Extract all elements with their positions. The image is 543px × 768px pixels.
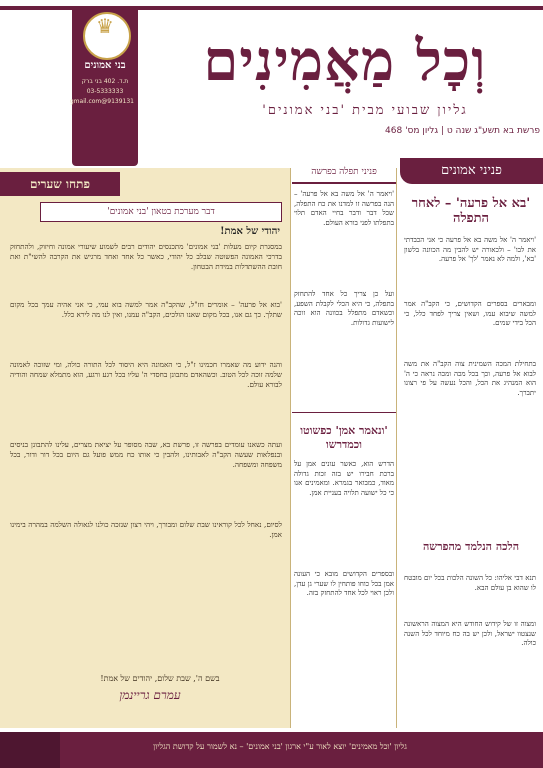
- page-title: וְכׇל מַאֲמִינִים: [203, 28, 487, 94]
- right-column-header: פניני אמונים: [400, 158, 543, 184]
- editorial-greeting: יהודי של אמת!: [220, 226, 280, 237]
- middle-column-header: פניני תפלה בפרשה: [292, 162, 396, 184]
- logo-email: 9139131@gmail.com: [69, 98, 134, 105]
- logo-name: בני אמונים: [84, 60, 126, 71]
- footer-text: גליון 'וכל מאמינים' יוצא לאור ע"י ארגון 'בני אמונים' – נא לשמור על קדושת הגליון: [153, 742, 407, 751]
- editorial-header: פתחו שערים: [0, 172, 120, 196]
- editorial-paragraph: במסגרת קיום מעלות 'בני אמונים' מתכנסים יהודים רבים לשמוע שיעורי אמונה וחיזוק, ולהתחזק בדרכי האמונה הפשוטה שבלב כל יהודי, כאשר כל אחד ואחד מרגיש את הקרבה להשי"ת ואת חובת ההשתדלות במידת הבטחון.: [10, 242, 282, 272]
- editorial-closing: בשם ה', שבת שלום, יהודים של אמת!: [100, 674, 220, 683]
- crown-icon: ♛: [96, 14, 114, 38]
- editorial-signature: עמרם גריינמן: [119, 688, 181, 702]
- middle-paragraph: ובספרים הקדושים מובא כי העונה אמן בכל כוחו פותחין לו שערי גן עדן, ולכן ראוי לכל אחד להתחזק בזה.: [294, 570, 394, 598]
- right-section-heading: 'בא אל פרעה' – לאחר התפלה: [411, 196, 531, 226]
- middle-paragraph: 'ויאמר ה' אל משה בא אל פרעה' – הנה בפרשה זו למדנו את כח התפלה, שכל דבר ודבר בחיי האדם תלוי בתפלתו לפני בורא העולם.: [294, 190, 394, 227]
- right-paragraph: בתחילת המכה השמינית צוה הקב"ה את משה לבוא אל פרעה, וכך בכל מכה ומכה נראה כי ה' הוא המנהיג את הכל, והכל נעשה על פי רצונו יתברך.: [404, 360, 536, 397]
- right-section-heading: הלכה הנלמד מהפרשה: [422, 540, 520, 553]
- editorial-paragraph: ועתה כשאנו עומדים בפרשה זו, פרשת בא, שבה מסופר על יציאת מצרים, עלינו להתבונן בניסים ובנפלאות שעשה הקב"ה לאבותינו, ולהבין כי אותו כח ממש פועל גם היום בכל דור ודור, בכל משפחה ומשפחה.: [10, 440, 282, 470]
- column-divider: [290, 168, 291, 728]
- right-paragraph: 'ויאמר ה' אל משה בא אל פרעה כי אני הכבדתי את לבו' – ולכאורה יש להבין מה הכוונה בלשון 'בא', ולמה לא נאמר 'לך' אל פרעה.: [404, 236, 536, 264]
- middle-paragraph: ועל כן צריך כל אחד להתחזק בתפלה, כי היא הכלי לקבלת השפע, וכשאדם מתפלל בכוונה הוא זוכה לישועות גדולות.: [294, 290, 394, 327]
- editorial-subheader: דבר מערכת בטאון 'בני אמונים': [40, 202, 282, 222]
- right-paragraph: תנא דבי אליהו: כל השונה הלכות בכל יום מובטח לו שהוא בן עולם הבא.: [404, 574, 536, 592]
- right-paragraph: ומבארים בספרים הקדושים, כי הקב"ה אמר למשה שיבוא עמו, ושאין צריך לפחד כלל, כי הכל בידי שמים.: [404, 300, 536, 328]
- editorial-paragraph: והנה ידוע מה שאמרו חכמינו ז"ל, כי האמונה היא היסוד לכל התורה כולה, ומי שזוכה לאמונה שלמה זוכה לכל הטוב. וכשהאדם מתבונן בחסדי ה' עליו בכל רגע ורגע, הוא מתמלא שמחה והודיה לבורא עולם.: [10, 360, 282, 390]
- middle-section-heading: 'ונאמר אמן' כפשוטו וכמדרשו: [300, 424, 388, 451]
- logo-address: ת.ד. 402 בני ברק: [81, 78, 129, 85]
- footer-accent: [0, 732, 60, 768]
- column-divider: [396, 168, 397, 728]
- editorial-paragraph: לסיום, נאחל לכל קוראינו שבת שלום ומבורך, ויהי רצון שנזכה כולנו לגאולה השלמה במהרה בימינו אמן.: [10, 520, 282, 540]
- logo-phone: 03-5333333: [86, 88, 124, 95]
- page-subtitle: גליון שבועי מבית 'בני אמונים': [262, 103, 468, 118]
- section-divider: [292, 412, 396, 413]
- right-paragraph: ומצוה זו של קידוש החודש היא המצוה הראשונה שנצטוו ישראל, ולכן יש בה כח מיוחד לכל השנה כולה.: [404, 620, 536, 648]
- issue-info: פרשת בא תשע"ג שנה ט | גליון מס' 468: [385, 126, 540, 136]
- editorial-paragraph: 'בוא אל פרעה' – אומרים חז"ל, שהקב"ה אמר למשה בוא עמי, כי אני אהיה עמך בכל מקום שתלך. כך גם אנו, בכל מקום שאנו הולכים, הקב"ה עמנו, ואין לנו מה לירא כלל.: [10, 300, 282, 320]
- middle-paragraph: הדרש הוא, כאשר עונים אמן על ברכת חבירו יש בזה זכות גדולה מאוד, כמבואר בגמרא. ומאמינים אנו כי כל ישועה תלויה בעניית אמן.: [294, 460, 394, 497]
